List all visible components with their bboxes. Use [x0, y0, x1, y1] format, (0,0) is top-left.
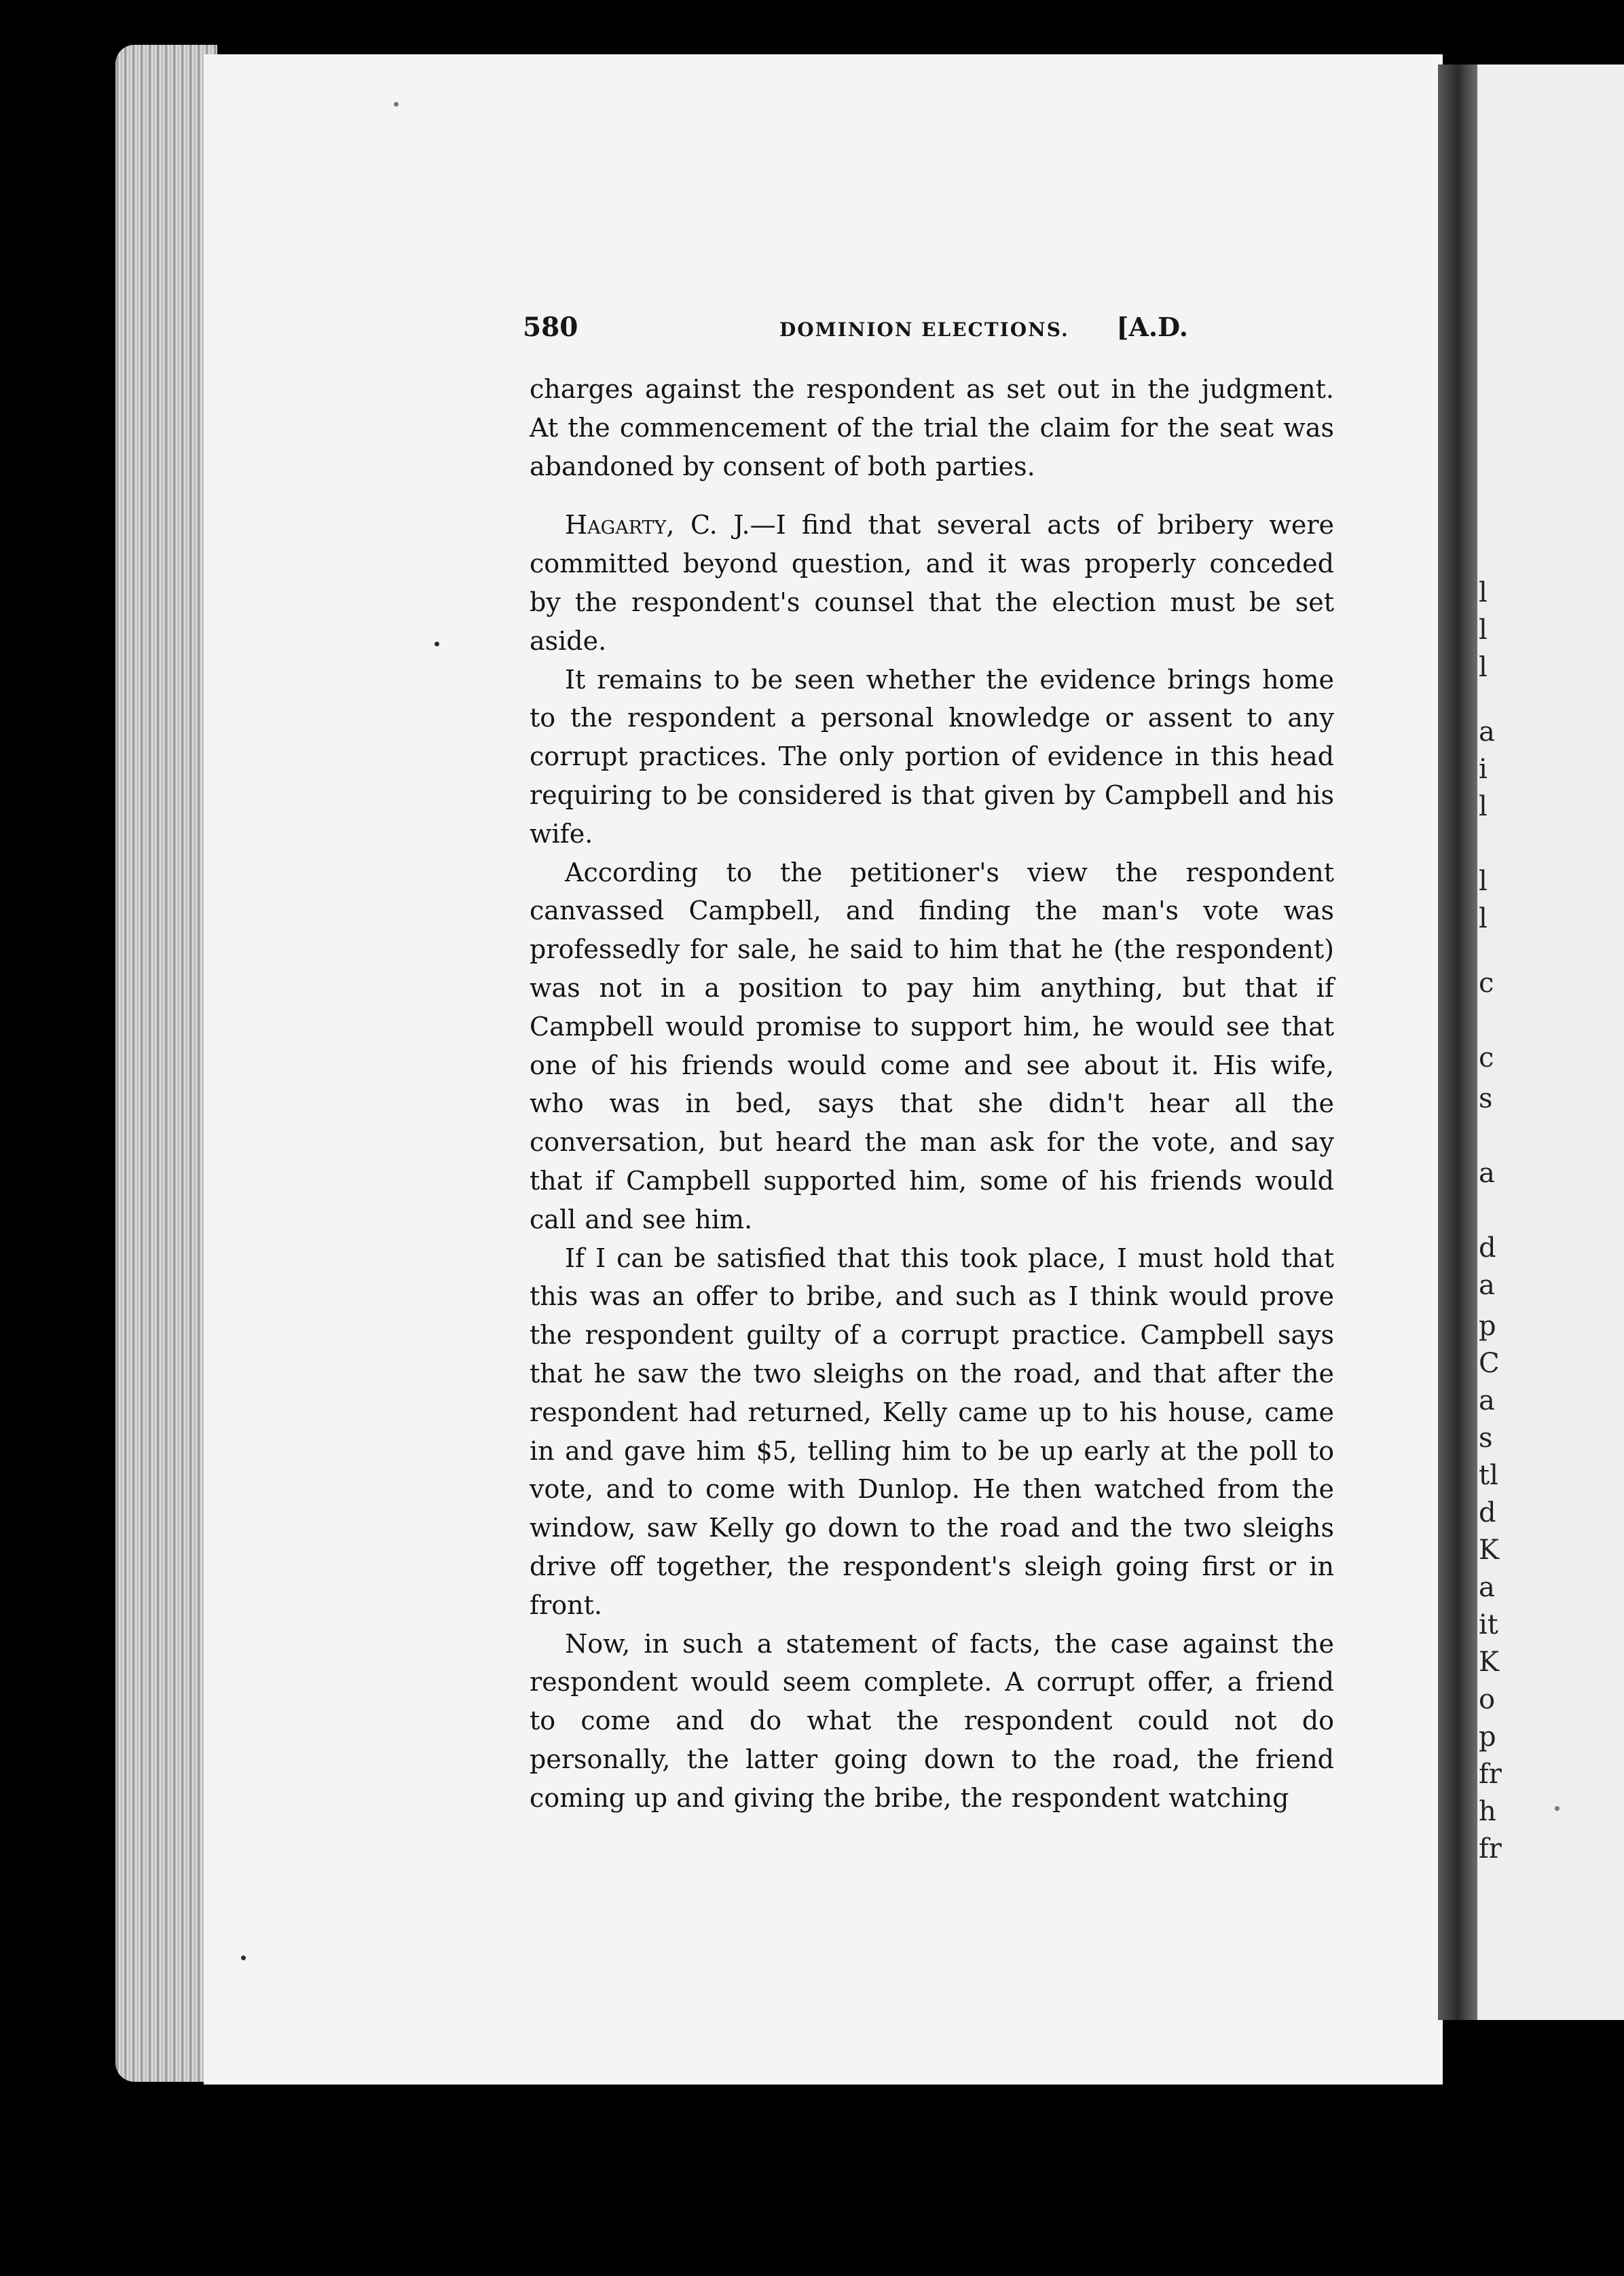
facing-page-letter: l [1479, 614, 1488, 646]
facing-page-letter: p [1479, 1721, 1496, 1752]
judge-name: Hagarty [565, 510, 667, 540]
paragraph: If I can be satisfied that this took place, I must hold that this was an offer to bribe, and such as I think would prove the respondent guilty of a corrupt practice. Campbell says that he saw the two sleighs on the road, and that after the respondent had returned, Kelly came up to his house, came in and gave him $5, telling him to be up early at the poll to vote, and to come with Dunlop. He then watched from the window, saw Kelly go down to the road and the two sleighs drive off together, the respondent's sleigh going first or in front. [530, 1243, 1334, 1620]
facing-page-letter: o [1479, 1684, 1496, 1715]
facing-page-letter: p [1479, 1310, 1496, 1342]
facing-page-letter: C [1479, 1348, 1500, 1379]
facing-page-letter: it [1479, 1609, 1498, 1640]
facing-page-letter: tl [1479, 1460, 1498, 1491]
book-page-edges [115, 45, 217, 2082]
facing-page-letter: s [1479, 1422, 1493, 1454]
facing-page-letter: i [1479, 754, 1488, 785]
facing-page-letter: d [1479, 1232, 1496, 1264]
facing-page-letter: l [1479, 791, 1488, 822]
facing-page-letter: l [1479, 903, 1488, 934]
facing-page-letter: l [1479, 577, 1488, 608]
running-head-section: [A.D. [1116, 312, 1188, 342]
paragraph: Now, in such a statement of facts, the case against the respondent would seem complete. A corrupt offer, a friend to come and do what the respondent could not do personally, the latter going down to the road, the friend coming up and giving the bribe, the respondent watching [530, 1628, 1334, 1813]
scan-speck [241, 1956, 246, 1960]
facing-page-letter: h [1479, 1796, 1496, 1827]
page-number: 580 [523, 312, 578, 343]
facing-page-letter: fr [1479, 1833, 1502, 1865]
running-head [523, 309, 1337, 350]
facing-page-fragment [1477, 65, 1624, 2020]
paragraph [530, 506, 1334, 660]
facing-page-letter: a [1479, 1270, 1495, 1301]
facing-page-letter: s [1479, 1083, 1493, 1114]
scan-speck [394, 102, 399, 107]
paragraph: charges against the respondent as set out in the judgment. At the commencement of the trial the claim for the seat was abandoned by consent of both parties. [530, 374, 1334, 481]
facing-page-letter: d [1479, 1497, 1496, 1528]
facing-page-letter: c [1479, 1042, 1494, 1073]
paragraph: It remains to be seen whether the evidence brings home to the respondent a personal knowledge or assent to any corrupt practices. The only portion of evidence in this head requiring to be considered is that given by Campbell and his wife. [530, 664, 1334, 849]
paragraph: According to the petitioner's view the respondent canvassed Campbell, and finding the man's vote was professedly for sale, he said to him that he (the respondent) was not in a position to pay him anything, but that if Campbell would promise to support him, he would see that one of his friends would come and see about it. His wife, who was in bed, says that she didn't hear all the conversation, but heard the man ask for the vote, and say that if Campbell supported him, some of his friends would call and see him. [530, 857, 1334, 1234]
scan-speck [435, 642, 439, 646]
paragraph-text: , C. J.—I find that several acts of bribery were committed beyond question, and it was properly conceded by the respondent's counsel that the election must be set aside. [530, 510, 1334, 656]
scan-speck [1555, 1806, 1560, 1811]
facing-page-letter: a [1479, 1385, 1495, 1416]
facing-page-letter: a [1479, 1158, 1495, 1189]
book-gutter [1438, 65, 1477, 2020]
facing-page-letter: c [1479, 968, 1494, 999]
facing-page-letter: a [1479, 1572, 1495, 1603]
running-head-title: DOMINION ELECTIONS. [779, 318, 1069, 341]
facing-page-letter: a [1479, 716, 1495, 748]
facing-page-letter: l [1479, 652, 1488, 683]
facing-page-letter: l [1479, 866, 1488, 897]
body-text [530, 370, 1334, 1817]
facing-page-letter: K [1479, 1647, 1499, 1678]
facing-page-letter: K [1479, 1535, 1499, 1566]
facing-page-letter: fr [1479, 1759, 1502, 1790]
